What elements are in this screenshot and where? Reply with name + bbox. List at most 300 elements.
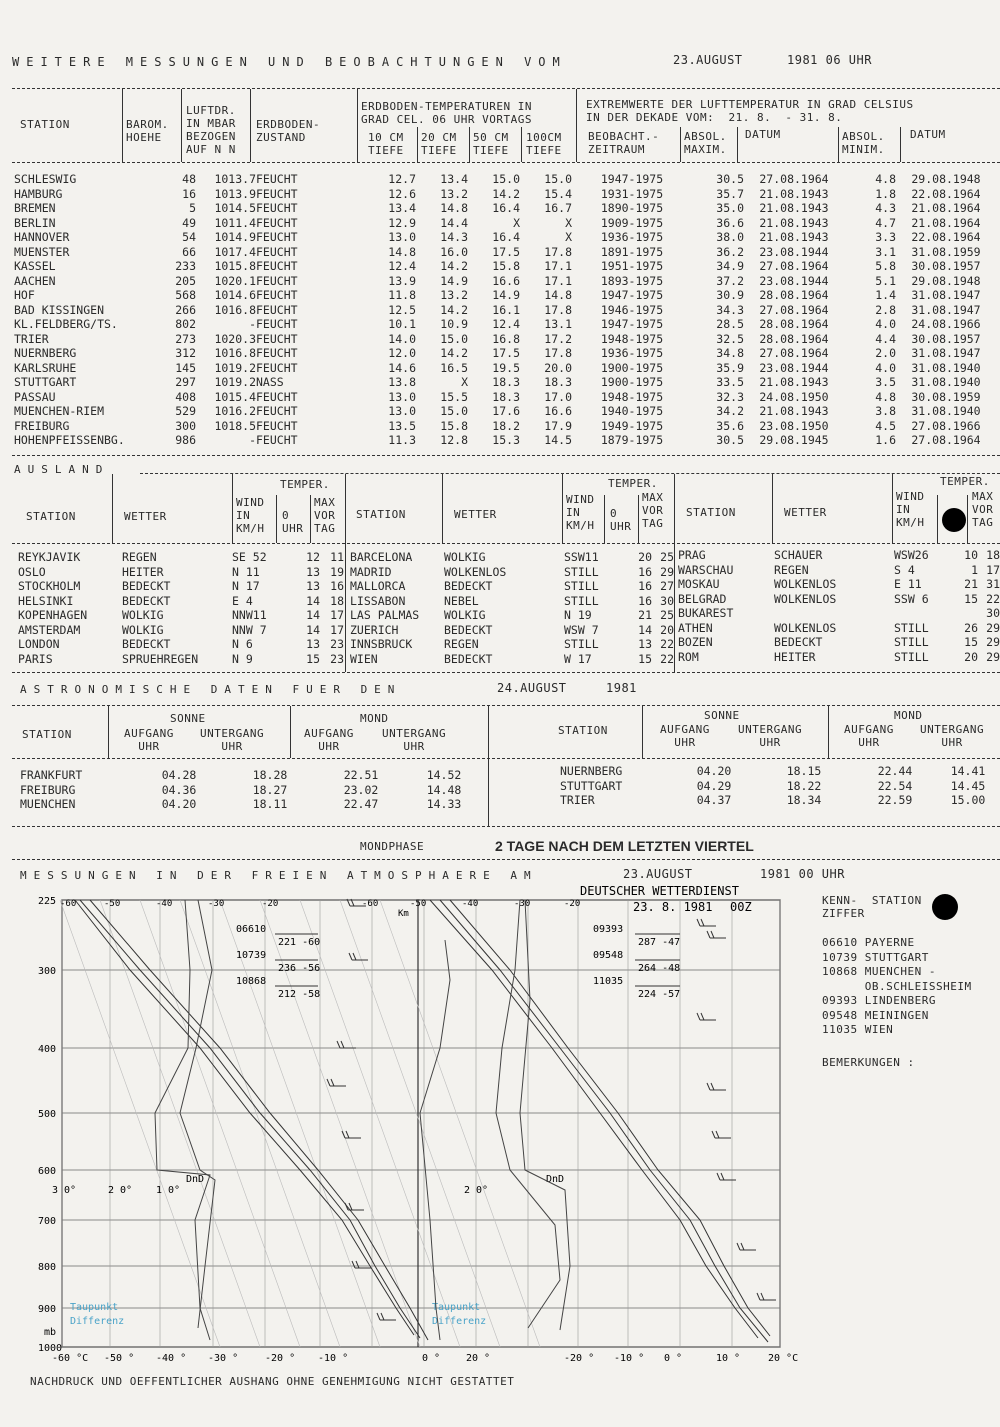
- table-row: [14, 433, 996, 448]
- chart-stamp: DEUTSCHER WETTERDIENST: [580, 884, 739, 898]
- table-cell: 22.51: [343, 768, 379, 783]
- table-cell: 35.6: [716, 418, 744, 433]
- table-cell: 20: [660, 622, 674, 637]
- wind-barb: [352, 1261, 355, 1268]
- table-cell: 1890-1975: [600, 201, 664, 216]
- pressure-label: 400: [38, 1044, 57, 1055]
- table-cell: 17.5: [492, 244, 520, 259]
- table-cell: 49: [182, 215, 196, 230]
- tropopause-station: 11035: [593, 976, 624, 987]
- top-tick-label: -30: [514, 899, 531, 909]
- table-cell: 18: [986, 548, 1000, 563]
- chart-time: 00Z: [730, 900, 752, 914]
- table-row: [14, 259, 996, 274]
- table-cell: 15.0: [440, 331, 468, 346]
- table-cell: LISSABON: [350, 593, 406, 608]
- table-cell: 27: [660, 579, 674, 594]
- table-cell: 22.44: [877, 764, 913, 779]
- chart-date: 23. 8. 1981: [633, 900, 713, 914]
- table-cell: FEUCHT: [256, 404, 298, 419]
- col-divider: [892, 474, 893, 543]
- table-row: [350, 550, 674, 565]
- pressure-label: 900: [38, 1304, 57, 1315]
- col-zeitraum: BEOBACHT.- ZEITRAUM: [588, 130, 660, 156]
- table-cell: 13.1: [544, 317, 572, 332]
- table-row: [18, 550, 344, 565]
- wind-barb: [353, 953, 356, 960]
- table-cell: 14.2: [440, 259, 468, 274]
- col-divider: [937, 495, 938, 543]
- col-divider: [900, 127, 901, 162]
- table-cell: 27.08.1966: [911, 418, 981, 433]
- dewpoint-sounding: [520, 900, 570, 1330]
- table-cell: 16.4: [492, 230, 520, 245]
- table-cell: 22.08.1964: [911, 186, 981, 201]
- pressure-label: 500: [38, 1109, 57, 1120]
- aero-title: MESSUNGEN IN DER FREIEN ATMOSPHAERE AM: [20, 869, 538, 882]
- table-cell: 11: [330, 550, 344, 565]
- top-tick-label: -20: [564, 899, 581, 909]
- table-cell: 10.1: [388, 317, 416, 332]
- table-cell: 04.29: [696, 778, 732, 793]
- table-cell: 18.11: [252, 797, 288, 812]
- table-cell: 14.52: [426, 768, 462, 783]
- table-cell: 1011.4: [214, 215, 256, 230]
- table-cell: 1018.5: [214, 418, 256, 433]
- table-row: [14, 390, 996, 405]
- top-tick-label: -30: [208, 899, 225, 909]
- table-cell: 1891-1975: [600, 244, 664, 259]
- table-cell: 1900-1975: [600, 375, 664, 390]
- table-cell: WOLKIG: [122, 622, 164, 637]
- table-cell: 30.08.1959: [911, 389, 981, 404]
- table-row: [350, 637, 674, 652]
- table-row: [14, 201, 996, 216]
- table-cell: 233: [175, 259, 196, 274]
- table-row: [18, 565, 344, 580]
- table-cell: 13: [306, 564, 320, 579]
- tropopause-value: 224 -57: [638, 989, 681, 1000]
- table-cell: 14: [306, 593, 320, 608]
- table-cell: 14.6: [388, 360, 416, 375]
- table-cell: 1946-1975: [600, 302, 664, 317]
- table-cell: 22.47: [343, 797, 379, 812]
- table-row: [678, 606, 1000, 621]
- table-cell: 16: [638, 564, 652, 579]
- table-cell: 3.1: [875, 244, 896, 259]
- table-cell: 15.00: [950, 793, 986, 808]
- table-cell: 28.5: [716, 317, 744, 332]
- temp-tick-label: -20 °: [265, 1353, 296, 1364]
- col-t10: 10 CM TIEFE: [368, 131, 404, 157]
- col-divider: [828, 706, 829, 758]
- astro-col-station: STATION: [558, 724, 608, 737]
- table-cell: 29: [660, 564, 674, 579]
- table-cell: 1013.7: [214, 172, 256, 187]
- table-row: [350, 594, 674, 609]
- legend-station: 09393 LINDENBERG: [822, 994, 936, 1007]
- table-cell: 13.9: [388, 273, 416, 288]
- table-cell: NNW 7: [232, 622, 267, 637]
- table-cell: 13.2: [440, 186, 468, 201]
- temp-tick-label: 0 °: [422, 1353, 441, 1364]
- table-cell: 25: [660, 550, 674, 565]
- table-cell: STILL: [564, 637, 599, 652]
- col-t20: 20 CM TIEFE: [421, 131, 457, 157]
- table-cell: 1: [971, 562, 978, 577]
- table-cell: 21.08.1964: [911, 201, 981, 216]
- table-cell: SCHAUER: [774, 548, 823, 563]
- table-cell: LAS PALMAS: [350, 608, 420, 623]
- table-cell: HELSINKI: [18, 593, 74, 608]
- table-cell: 4.4: [875, 331, 896, 346]
- table-cell: 21.08.1943: [759, 375, 829, 390]
- table-cell: BEDECKT: [444, 579, 493, 594]
- table-cell: 802: [175, 317, 196, 332]
- legend-station: 10739 STUTTGART: [822, 950, 929, 964]
- table-cell: 18.22: [786, 778, 822, 793]
- table-cell: 14.2: [492, 186, 520, 201]
- table-cell: 14.48: [426, 782, 462, 797]
- ausland-title: AUSLAND: [14, 463, 110, 476]
- table-cell: S 4: [894, 562, 915, 577]
- table-cell: 27.08.1964: [911, 433, 981, 448]
- table-cell: KARLSRUHE: [14, 360, 77, 375]
- table-cell: 15.0: [492, 172, 520, 187]
- tropopause-station: 06610: [236, 924, 267, 935]
- table-row: [20, 768, 484, 783]
- aus-col-station: STATION: [26, 510, 76, 523]
- temp-tick-label: 0 °: [664, 1353, 683, 1364]
- table-cell: 13: [306, 637, 320, 652]
- table-row: [350, 652, 674, 667]
- table-cell: 1015.4: [214, 389, 256, 404]
- table-cell: 2.0: [875, 346, 896, 361]
- table-cell: 23.08.1950: [759, 418, 829, 433]
- table-row: [18, 637, 344, 652]
- wind-barb: [721, 1173, 724, 1180]
- table-cell: 1948-1975: [600, 331, 664, 346]
- table-cell: E 4: [232, 593, 253, 608]
- temperature-sounding: [80, 900, 420, 1338]
- table-cell: 30.08.1957: [911, 331, 981, 346]
- table-cell: 21.08.1943: [759, 230, 829, 245]
- table-cell: 1931-1975: [600, 186, 664, 201]
- rule: [12, 88, 1000, 89]
- legend-title: KENN- STATION ZIFFER: [822, 894, 922, 920]
- table-cell: 18.3: [492, 389, 520, 404]
- col-divider: [290, 706, 291, 758]
- col-station: STATION: [20, 118, 70, 131]
- aus-col-tmax: MAX VOR TAG: [972, 490, 994, 529]
- table-cell: 273: [175, 331, 196, 346]
- table-row: [560, 779, 998, 794]
- table-cell: STILL: [894, 620, 929, 635]
- table-cell: STILL: [564, 593, 599, 608]
- table-cell: 14.45: [950, 778, 986, 793]
- table-cell: 16: [638, 579, 652, 594]
- table-cell: 1949-1975: [600, 418, 664, 433]
- wind-barb: [737, 1243, 740, 1250]
- col-divider: [442, 474, 443, 543]
- table-cell: HOF: [14, 288, 35, 303]
- table-cell: 29: [986, 635, 1000, 650]
- mondphase-value: 2 TAGE NACH DEM LETZTEN VIERTEL: [495, 838, 754, 854]
- table-cell: 22: [660, 651, 674, 666]
- table-cell: 19: [330, 564, 344, 579]
- col-t100: 100CM TIEFE: [526, 131, 562, 157]
- table-cell: 3.8: [875, 404, 896, 419]
- table-cell: WOLKIG: [444, 550, 486, 565]
- wind-barb: [356, 1261, 359, 1268]
- tropopause-value: 212 -58: [278, 989, 321, 1000]
- table-cell: ROM: [678, 649, 699, 664]
- wind-barb: [716, 1131, 719, 1138]
- table-cell: 15.8: [440, 418, 468, 433]
- top-tick-label: -60: [60, 899, 77, 909]
- table-cell: 14.9: [492, 288, 520, 303]
- aus-col-station: STATION: [356, 508, 406, 521]
- table-cell: 15: [306, 651, 320, 666]
- col-divider: [576, 89, 577, 162]
- dd-label: DnD: [186, 1174, 205, 1185]
- table-cell: 1940-1975: [600, 404, 664, 419]
- table-row: [18, 652, 344, 667]
- mondphase-label: MONDPHASE: [360, 840, 425, 853]
- table-cell: 23.08.1944: [759, 273, 829, 288]
- table-cell: 14.4: [440, 215, 468, 230]
- table-cell: 17.2: [544, 331, 572, 346]
- aus-col-wetter: WETTER: [124, 510, 167, 523]
- table-cell: 22.59: [877, 793, 913, 808]
- wind-barb: [346, 1131, 349, 1138]
- col-divider: [638, 495, 639, 543]
- table-cell: WOLKENLOS: [774, 591, 837, 606]
- astro-col-mond: MOND: [360, 712, 389, 725]
- table-cell: BERLIN: [14, 215, 56, 230]
- table-cell: STUTTGART: [560, 778, 623, 793]
- table-cell: [894, 606, 954, 621]
- table-row: [560, 793, 998, 808]
- table-cell: 529: [175, 404, 196, 419]
- table-cell: 34.9: [716, 259, 744, 274]
- table-cell: NUERNBERG: [14, 346, 77, 361]
- astro-col-sonne: SONNE: [704, 709, 740, 722]
- table-row: [678, 621, 1000, 636]
- table-cell: REGEN: [444, 637, 479, 652]
- astro-date: 24.AUGUST: [497, 681, 567, 695]
- col-t50: 50 CM TIEFE: [473, 131, 509, 157]
- table-cell: 1893-1975: [600, 273, 664, 288]
- table-cell: 4.3: [875, 201, 896, 216]
- table-cell: 18.3: [492, 375, 520, 390]
- table-cell: FEUCHT: [256, 201, 298, 216]
- table-cell: FREIBURG: [14, 418, 70, 433]
- astro-col-untergang: UNTERGANG UHR: [920, 723, 985, 749]
- table-cell: 13: [306, 579, 320, 594]
- table-cell: INNSBRUCK: [350, 637, 413, 652]
- table-cell: 1014.6: [214, 288, 256, 303]
- table-cell: 11.3: [388, 433, 416, 448]
- table-cell: 23.02: [343, 782, 379, 797]
- col-zustand: ERDBODEN- ZUSTAND: [256, 118, 321, 144]
- table-cell: HANNOVER: [14, 230, 70, 245]
- table-cell: 31.08.1940: [911, 375, 981, 390]
- table-cell: 4.8: [875, 389, 896, 404]
- table-cell: SSW 6: [894, 591, 929, 606]
- table-cell: 16.8: [492, 331, 520, 346]
- table-cell: 4.0: [875, 360, 896, 375]
- table-cell: WOLKENLOS: [774, 577, 837, 592]
- table-cell: 1013.9: [214, 186, 256, 201]
- wind-barb: [327, 1079, 330, 1086]
- table-cell: 22.08.1964: [911, 230, 981, 245]
- table-cell: 16.0: [440, 244, 468, 259]
- table-cell: 29.08.1948: [911, 273, 981, 288]
- wind-barb: [741, 1243, 744, 1250]
- table-cell: 16.5: [440, 360, 468, 375]
- table-cell: 24.08.1950: [759, 389, 829, 404]
- col-divider: [680, 127, 681, 162]
- table-cell: BOZEN: [678, 635, 713, 650]
- table-cell: 12.8: [440, 433, 468, 448]
- table-cell: 1947-1975: [600, 288, 664, 303]
- pressure-label: 600: [38, 1166, 57, 1177]
- pressure-label: 300: [38, 966, 57, 977]
- table-cell: 18.3: [544, 375, 572, 390]
- table-cell: FEUCHT: [256, 433, 298, 448]
- pressure-label: 1000: [38, 1343, 63, 1354]
- table-cell: 1015.8: [214, 259, 256, 274]
- wind-barb: [341, 1041, 344, 1048]
- table-cell: FEUCHT: [256, 273, 298, 288]
- temp-tick-label: -50 °: [104, 1353, 135, 1364]
- aus-col-temper: TEMPER.: [280, 478, 330, 491]
- col-datum2: DATUM: [910, 128, 946, 141]
- aus-col-temper: TEMPER.: [940, 475, 990, 488]
- table-cell: 17: [986, 562, 1000, 577]
- table-cell: 15.4: [544, 186, 572, 201]
- table-cell: 12.0: [388, 346, 416, 361]
- table-cell: 14.0: [388, 331, 416, 346]
- top-tick-label: -20: [262, 899, 279, 909]
- wind-barb: [717, 1173, 720, 1180]
- table-cell: NNW11: [232, 608, 267, 623]
- table-row: [18, 623, 344, 638]
- col-soil-title: ERDBODEN-TEMPERATUREN IN GRAD CEL. 06 UHR VORTAGS: [361, 100, 532, 126]
- table-cell: OSLO: [18, 564, 46, 579]
- temp-tick-label: -40 °: [156, 1353, 187, 1364]
- table-cell: 1019.2: [214, 360, 256, 375]
- taupunkt-label: Taupunkt: [70, 1302, 119, 1313]
- table-cell: REYKJAVIK: [18, 550, 81, 565]
- table-cell: STILL: [564, 579, 599, 594]
- adiabat-line: [100, 900, 260, 1347]
- table-cell: 15.0: [440, 404, 468, 419]
- table-cell: 1951-1975: [600, 259, 664, 274]
- table-cell: 31.08.1940: [911, 404, 981, 419]
- table-cell: 4.5: [875, 418, 896, 433]
- table-row: [14, 216, 996, 231]
- table-cell: MUENSTER: [14, 244, 70, 259]
- col-extreme-title: EXTREMWERTE DER LUFTTEMPERATUR IN GRAD CELSIUS IN DER DEKADE VOM: 21. 8. - 31. 8.: [586, 98, 914, 124]
- table-cell: 568: [175, 288, 196, 303]
- table-cell: 14.3: [440, 230, 468, 245]
- table-cell: 18: [330, 593, 344, 608]
- aero-date: 23.AUGUST: [623, 867, 693, 881]
- table-cell: 35.0: [716, 201, 744, 216]
- table-cell: FEUCHT: [256, 360, 298, 375]
- table-cell: 16.6: [544, 404, 572, 419]
- table-row: [14, 375, 996, 390]
- taupunkt-label: Differenz: [70, 1316, 125, 1327]
- dewpoint-tick-label: 3 0°: [52, 1185, 77, 1196]
- ausland-table-2: [350, 550, 674, 666]
- table-cell: 1948-1975: [600, 389, 664, 404]
- table-cell: 30: [986, 606, 1000, 621]
- table-cell: 24.08.1966: [911, 317, 981, 332]
- aus-col-wind: WIND IN KM/H: [566, 493, 595, 532]
- aus-col-tmax: MAX VOR TAG: [642, 491, 664, 530]
- table-cell: X: [565, 230, 572, 245]
- table-cell: N 6: [232, 637, 253, 652]
- temp-tick-label: -60 °C: [52, 1353, 89, 1364]
- table-row: [14, 317, 996, 332]
- aus-col-temp0: 0 UHR: [282, 509, 304, 535]
- table-cell: 27.08.1964: [759, 302, 829, 317]
- table-cell: 13.0: [388, 404, 416, 419]
- table-cell: HEITER: [774, 649, 816, 664]
- table-cell: 28.08.1964: [759, 288, 829, 303]
- table-cell: 13.0: [388, 230, 416, 245]
- table-cell: 16.4: [492, 201, 520, 216]
- table-cell: 30.5: [716, 172, 744, 187]
- top-tick-label: -60: [362, 899, 379, 909]
- tropopause-value: 236 -56: [278, 963, 321, 974]
- tropopause-station: 09548: [593, 950, 624, 961]
- table-cell: REGEN: [122, 550, 157, 565]
- astro-col-untergang: UNTERGANG UHR: [382, 727, 447, 753]
- temp-tick-label: -20 °: [564, 1353, 595, 1364]
- astro-title: ASTRONOMISCHE DATEN FUER DEN: [20, 683, 402, 696]
- table-row: [678, 635, 1000, 650]
- table-cell: -: [249, 317, 256, 332]
- table-cell: BAD KISSINGEN: [14, 302, 105, 317]
- table-cell: 36.6: [716, 215, 744, 230]
- table-cell: 21.08.1943: [759, 404, 829, 419]
- col-divider: [642, 706, 643, 758]
- table-cell: 5.1: [875, 273, 896, 288]
- table-cell: 17: [330, 608, 344, 623]
- temp-tick-label: -10 °: [318, 1353, 349, 1364]
- table-cell: FEUCHT: [256, 331, 298, 346]
- aus-col-wind: WIND IN KM/H: [236, 496, 265, 535]
- table-cell: 29: [986, 620, 1000, 635]
- table-cell: 04.20: [161, 797, 197, 812]
- col-divider: [737, 127, 738, 162]
- col-absmax: ABSOL. MAXIM.: [684, 130, 727, 156]
- table-cell: 28.08.1964: [759, 317, 829, 332]
- punch-hole: [932, 894, 958, 920]
- table-cell: 30.08.1957: [911, 259, 981, 274]
- table-cell: MUENCHEN: [20, 797, 76, 812]
- table-cell: WSW 7: [564, 622, 599, 637]
- aus-col-wetter: WETTER: [454, 508, 497, 521]
- table-cell: NUERNBERG: [560, 764, 623, 779]
- legend-station: 09548 MEININGEN: [822, 1008, 929, 1022]
- pressure-label: 225: [38, 896, 57, 907]
- tropopause-value: 264 -48: [638, 963, 681, 974]
